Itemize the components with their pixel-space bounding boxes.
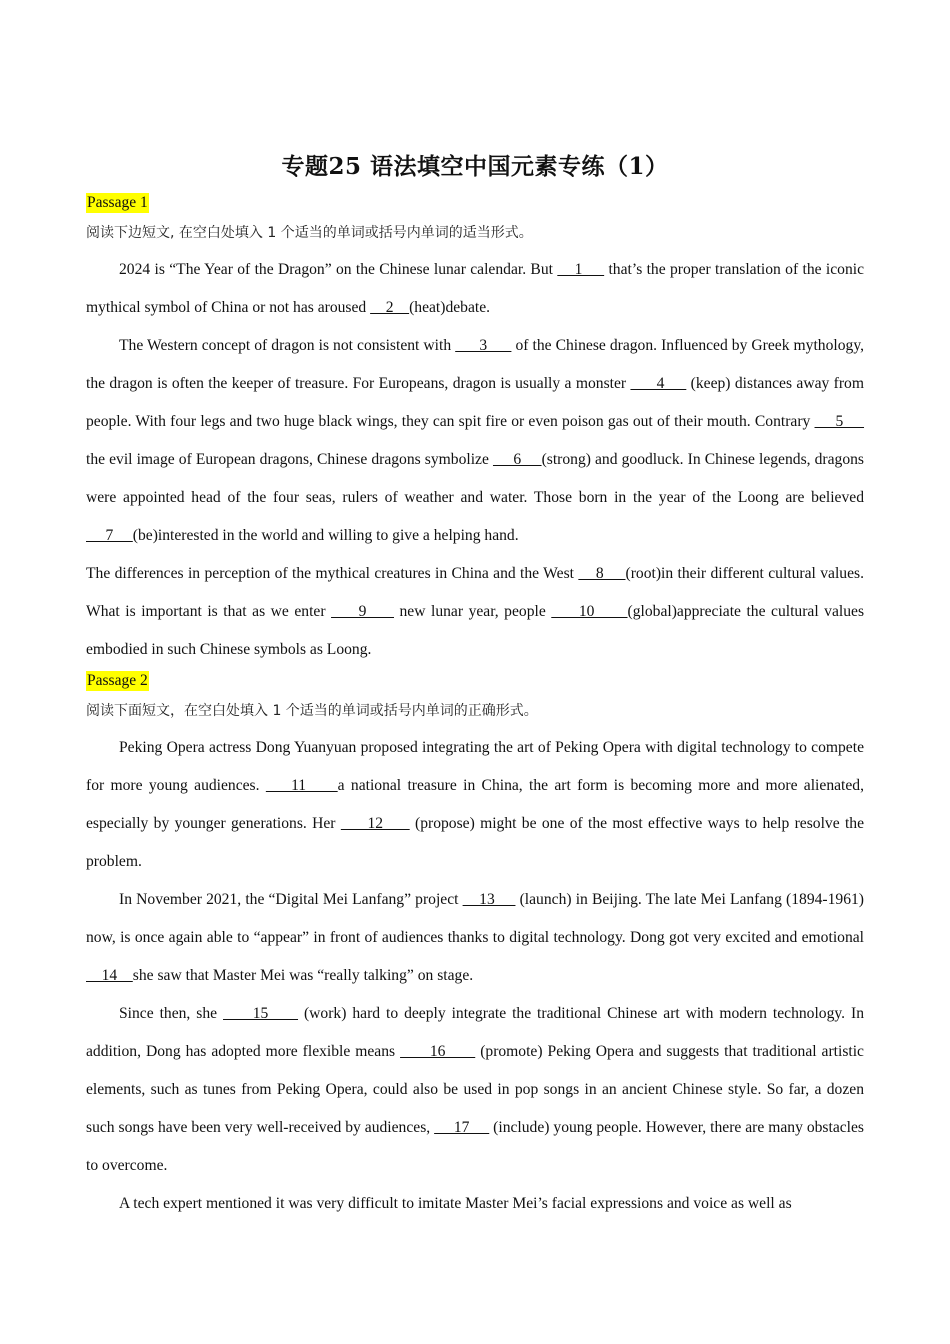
text: (be)interested in the world and willing to give a helping hand. [132, 527, 519, 544]
blank-14: 14 [86, 967, 133, 984]
blank-4: 4 [630, 375, 687, 392]
blank-8: 8 [578, 565, 626, 582]
text: 2024 is “The Year of the Dragon” on the Chinese lunar calendar. But [119, 261, 558, 278]
passage-1-label: Passage 1 [87, 194, 148, 211]
passage-1-paragraph-1 [86, 251, 864, 327]
text: (global)appreciate the cultural values embodied in such Chinese symbols as Loong. [86, 603, 865, 658]
passage-2-label-row [86, 671, 864, 697]
text: (root)in their different cultural values. What is important is that as we enter [86, 565, 864, 620]
blank-1: 1 [557, 261, 605, 278]
text: (promote) Peking Opera and suggests that traditional artistic elements, such as tunes from Peking Opera, could also be used in pop songs in an ancient Chinese style. So far, a dozen such songs have been very well-received by audiences, [86, 1043, 864, 1136]
blank-7: 7 [86, 527, 133, 544]
text: The differences in perception of the mythical creatures in China and the West [86, 565, 579, 582]
text: (propose) might be one of the most effective ways to help resolve the problem. [86, 815, 865, 870]
text: a national treasure in China, the art form is becoming more and more alienated, especially by younger generations. Her [86, 777, 864, 832]
passage-2-paragraph-2 [86, 881, 864, 995]
text: (include) young people. However, there are many obstacles to overcome. [86, 1119, 865, 1174]
passage-2-paragraph-1 [86, 729, 864, 881]
text: new lunar year, people [394, 603, 552, 620]
passage-2-instruction: 阅读下面短文，在空白处填入 1 个适当的单词或括号内单词的正确形式。 [86, 703, 538, 719]
blank-9: 9 [331, 603, 394, 620]
blank-17: 17 [434, 1119, 490, 1136]
text: (work) hard to deeply integrate the traditional Chinese art with modern technology. In addition, Dong has adopted more flexible means [86, 1005, 865, 1060]
blank-10: 10 [551, 603, 628, 620]
text: that’s the proper translation of the iconic mythical symbol of China or not has aroused [86, 261, 864, 316]
text: Since then, she [119, 1005, 224, 1022]
passage-2-paragraph-4 [86, 1185, 864, 1223]
blank-13: 13 [462, 891, 516, 908]
passage-1-instruction: 阅读下边短文, 在空白处填入 1 个适当的单词或括号内单词的适当形式。 [86, 225, 533, 241]
passage-2-paragraph-3 [86, 995, 864, 1185]
blank-3: 3 [455, 337, 512, 354]
blank-15: 15 [223, 1005, 299, 1022]
blank-11: 11 [265, 777, 338, 794]
text: (keep) distances away from people. With four legs and two huge black wings, they can spit fire or even poison gas out of their mouth. Contrary [86, 375, 864, 430]
passage-1-label-row [86, 193, 864, 219]
text: (launch) in Beijing. The late Mei Lanfang (1894-1961) now, is once again able to “appear” in front of audiences thanks to digital technology. Dong got very excited and emotional [86, 891, 864, 946]
text: (strong) and goodluck. In Chinese legends, dragons were appointed head of the four seas, rulers of weather and water. Those born in the year of the Loong are believed [86, 451, 864, 506]
text: (heat)debate. [409, 299, 491, 316]
text: The Western concept of dragon is not consistent with [119, 337, 456, 354]
blank-16: 16 [400, 1043, 476, 1060]
blank-6: 6 [492, 451, 542, 468]
blank-2: 2 [370, 299, 410, 316]
text: she saw that Master Mei was “really talking” on stage. [132, 967, 474, 984]
text: the evil image of European dragons, Chinese dragons symbolize [86, 451, 493, 468]
passage-1-paragraph-3 [86, 555, 864, 669]
text: A tech expert mentioned it was very difficult to imitate Master Mei’s facial expressions and voice as well as [119, 1195, 792, 1212]
text: In November 2021, the “Digital Mei Lanfang” project [119, 891, 463, 908]
passage-1-paragraph-2 [86, 327, 864, 555]
passage-2-label: Passage 2 [87, 672, 148, 689]
text: Peking Opera actress Dong Yuanyuan proposed integrating the art of Peking Opera with digital technology to compete for more young audiences. [86, 739, 864, 794]
blank-5: 5 [814, 413, 865, 430]
blank-12: 12 [340, 815, 410, 832]
text: of the Chinese dragon. Influenced by Greek mythology, the dragon is often the keeper of treasure. For Europeans, dragon is usually a monster [86, 337, 865, 392]
page-title: 专题25 语法填空中国元素专练（1） [281, 153, 669, 180]
